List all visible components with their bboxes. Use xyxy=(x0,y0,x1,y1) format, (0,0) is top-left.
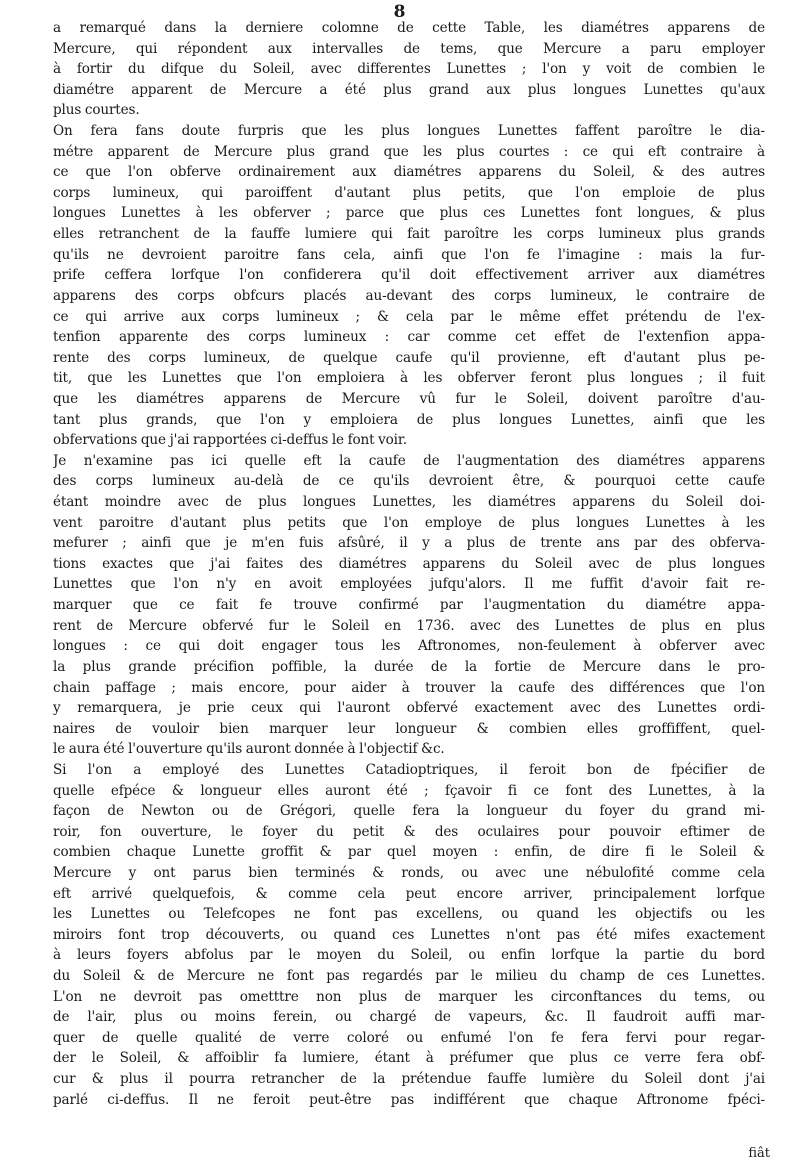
text-line: tenfion apparente des corps lumineux : car comme cet effet de l'extenfion appa- xyxy=(53,329,765,346)
text-line: la plus grande précifion poffible, la durée de la fortie de Mercure dans le pro- xyxy=(53,658,765,675)
text-line: a remarqué dans la derniere colomne de cette Table, les diamétres apparens de xyxy=(53,20,765,36)
text-line: der le Soleil, & affoiblir fa lumiere, étant à préfumer que plus ce verre fera obf- xyxy=(53,1050,765,1067)
text-line: L'on ne devroit pas ometttre non plus de marquer les circonftances du tems, ou xyxy=(53,988,765,1005)
text-line: ce que l'on obferve ordinairement aux diamétres apparens du Soleil, & des autres xyxy=(53,164,765,181)
text-line: eft arrivé quelquefois, & comme cela peut encore arriver, principalement lorfque xyxy=(53,885,765,902)
text-line: combien chaque Lunette groffit & par quel moyen : enfin, de dire fi le Soleil & xyxy=(53,844,765,861)
text-line: naires de vouloir bien marquer leur longueur & combien elles groffiffent, quel- xyxy=(53,720,765,737)
text-line: y remarquera, je prie ceux qui l'auront obfervé exactement avec des Lunettes ordi- xyxy=(53,700,765,717)
text-line: le aura été l'ouverture qu'ils auront donnée à l'objectif &c. xyxy=(53,741,445,758)
text-line: longues : ce qui doit engager tous les Aftronomes, non-feulement à obferver avec xyxy=(53,638,765,655)
text-line: Lunettes que l'on n'y en avoit employées jufqu'alors. Il me fuffit d'avoir fait re- xyxy=(53,576,765,593)
text-line: façon de Newton ou de Grégori, quelle fera la longueur du foyer du grand mi- xyxy=(53,803,765,820)
text-line: longues Lunettes à les obferver ; parce que plus ces Lunettes font longues, & plus xyxy=(53,205,765,222)
text-line: obfervations que j'ai rapportées ci-deffus le font voir. xyxy=(53,432,407,449)
text-line: étant moindre avec de plus longues Lunettes, les diamétres apparens du Soleil doi- xyxy=(53,494,765,511)
text-line: qu'ils ne devroient paroitre fans cela, ainfi que l'on fe l'imagine : mais la fur- xyxy=(53,246,765,263)
text-line: que les diamétres apparens de Mercure vû fur le Soleil, doivent paroître d'au- xyxy=(53,390,765,407)
text-line: tit, que les Lunettes que l'on emploiera à les obferver feront plus longues ; il fuit xyxy=(53,370,765,387)
text-line: prife ceffera lorfque l'on confiderera qu'il doit effectivement arriver aux diamétres xyxy=(53,267,765,284)
text-line: cur & plus il pourra retrancher de la prétendue fauffe lumière du Soleil dont j'ai xyxy=(53,1071,765,1088)
text-line: marquer que ce fait fe trouve confirmé par l'augmentation du diamétre appa- xyxy=(53,597,765,614)
text-line: Mercure, qui répondent aux intervalles de tems, que Mercure a paru employer xyxy=(53,40,765,57)
text-line: à fortir du difque du Soleil, avec differentes Lunettes ; l'on y voit de combien le xyxy=(53,61,765,78)
text-line: ce qui arrive aux corps lumineux ; & cela par le même effet prétendu de l'ex- xyxy=(53,308,765,325)
text-line: rente des corps lumineux, de quelque caufe qu'il provienne, eft d'autant plus pe- xyxy=(53,349,765,366)
text-line: tions exactes que j'ai faites des diamétres apparens du Soleil avec de plus longues xyxy=(53,555,765,572)
text-line: plus courtes. xyxy=(53,102,140,119)
text-line: parlé ci-deffus. Il ne feroit peut-être pas indifférent que chaque Aftronome fpéci- xyxy=(53,1091,765,1108)
text-line: à leurs foyers abfolus par le moyen du Soleil, ou enfin lorfque la partie du bord xyxy=(53,947,765,964)
text-line: les Lunettes ou Telefcopes ne font pas excellens, ou quand les objectifs ou les xyxy=(53,906,765,923)
text-line: de l'air, plus ou moins ferein, ou chargé de vapeurs, &c. Il faudroit auffi mar- xyxy=(53,1009,765,1026)
text-line: miroirs font trop découverts, ou quand ces Lunettes n'ont pas été mifes exactement xyxy=(53,926,765,943)
text-line: quer de quelle qualité de verre coloré ou enfumé l'on fe fera fervi pour regar- xyxy=(53,1029,765,1046)
text-line: Mercure y ont parus bien terminés & ronds, ou avec une nébulofité comme cela xyxy=(53,864,765,881)
text-line: diamétre apparent de Mercure a été plus grand aux plus longues Lunettes qu'aux xyxy=(53,81,765,98)
text-line: quelle efpéce & longueur elles auront été ; fçavoir fi ce font des Lunettes, à la xyxy=(53,782,765,799)
text-line: vent paroitre d'autant plus petits que l'on employe de plus longues Lunettes à les xyxy=(53,514,765,531)
text-line: tant plus grands, que l'on y emploiera de plus longues Lunettes, ainfi que les xyxy=(53,411,765,428)
text-line: mefurer ; ainfi que je m'en fuis afsûré, il y a plus de trente ans par des obferva- xyxy=(53,535,765,552)
text-line: elles retranchent de la fauffe lumiere qui fait paroître les corps lumineux plus grands xyxy=(53,226,765,243)
text-line: On fera fans doute furpris que les plus longues Lunettes faffent paroître le dia- xyxy=(53,123,765,140)
text-line: métre apparent de Mercure plus grand que les plus courtes : ce qui eft contraire à xyxy=(53,143,765,160)
text-line: des corps lumineux au-delà de ce qu'ils devroient être, & pourquoi cette caufe xyxy=(53,473,765,490)
text-line: chain paffage ; mais encore, pour aider à trouver la caufe des différences que l'on xyxy=(53,679,765,696)
text-line: apparens des corps obfcurs placés au-devant des corps lumineux, le contraire de xyxy=(53,287,765,304)
catchword: fiât xyxy=(748,1146,770,1161)
text-line: Si l'on a employé des Lunettes Catadioptriques, il feroit bon de fpécifier de xyxy=(53,761,765,778)
page-number: 8 xyxy=(393,2,407,22)
text-line: corps lumineux, qui paroiffent d'autant plus petits, que l'on emploie de plus xyxy=(53,184,765,201)
text-line: Je n'examine pas ici quelle eft la caufe de l'augmentation des diamétres apparens xyxy=(53,452,765,469)
body-text xyxy=(53,18,765,1110)
text-line: du Soleil & de Mercure ne font pas regardés par le milieu du champ de ces Lunettes. xyxy=(53,968,765,985)
text-line: roir, fon ouverture, le foyer du petit & des oculaires pour pouvoir eftimer de xyxy=(53,823,765,840)
text-line: rent de Mercure obfervé fur le Soleil en 1736. avec des Lunettes de plus en plus xyxy=(53,617,765,634)
